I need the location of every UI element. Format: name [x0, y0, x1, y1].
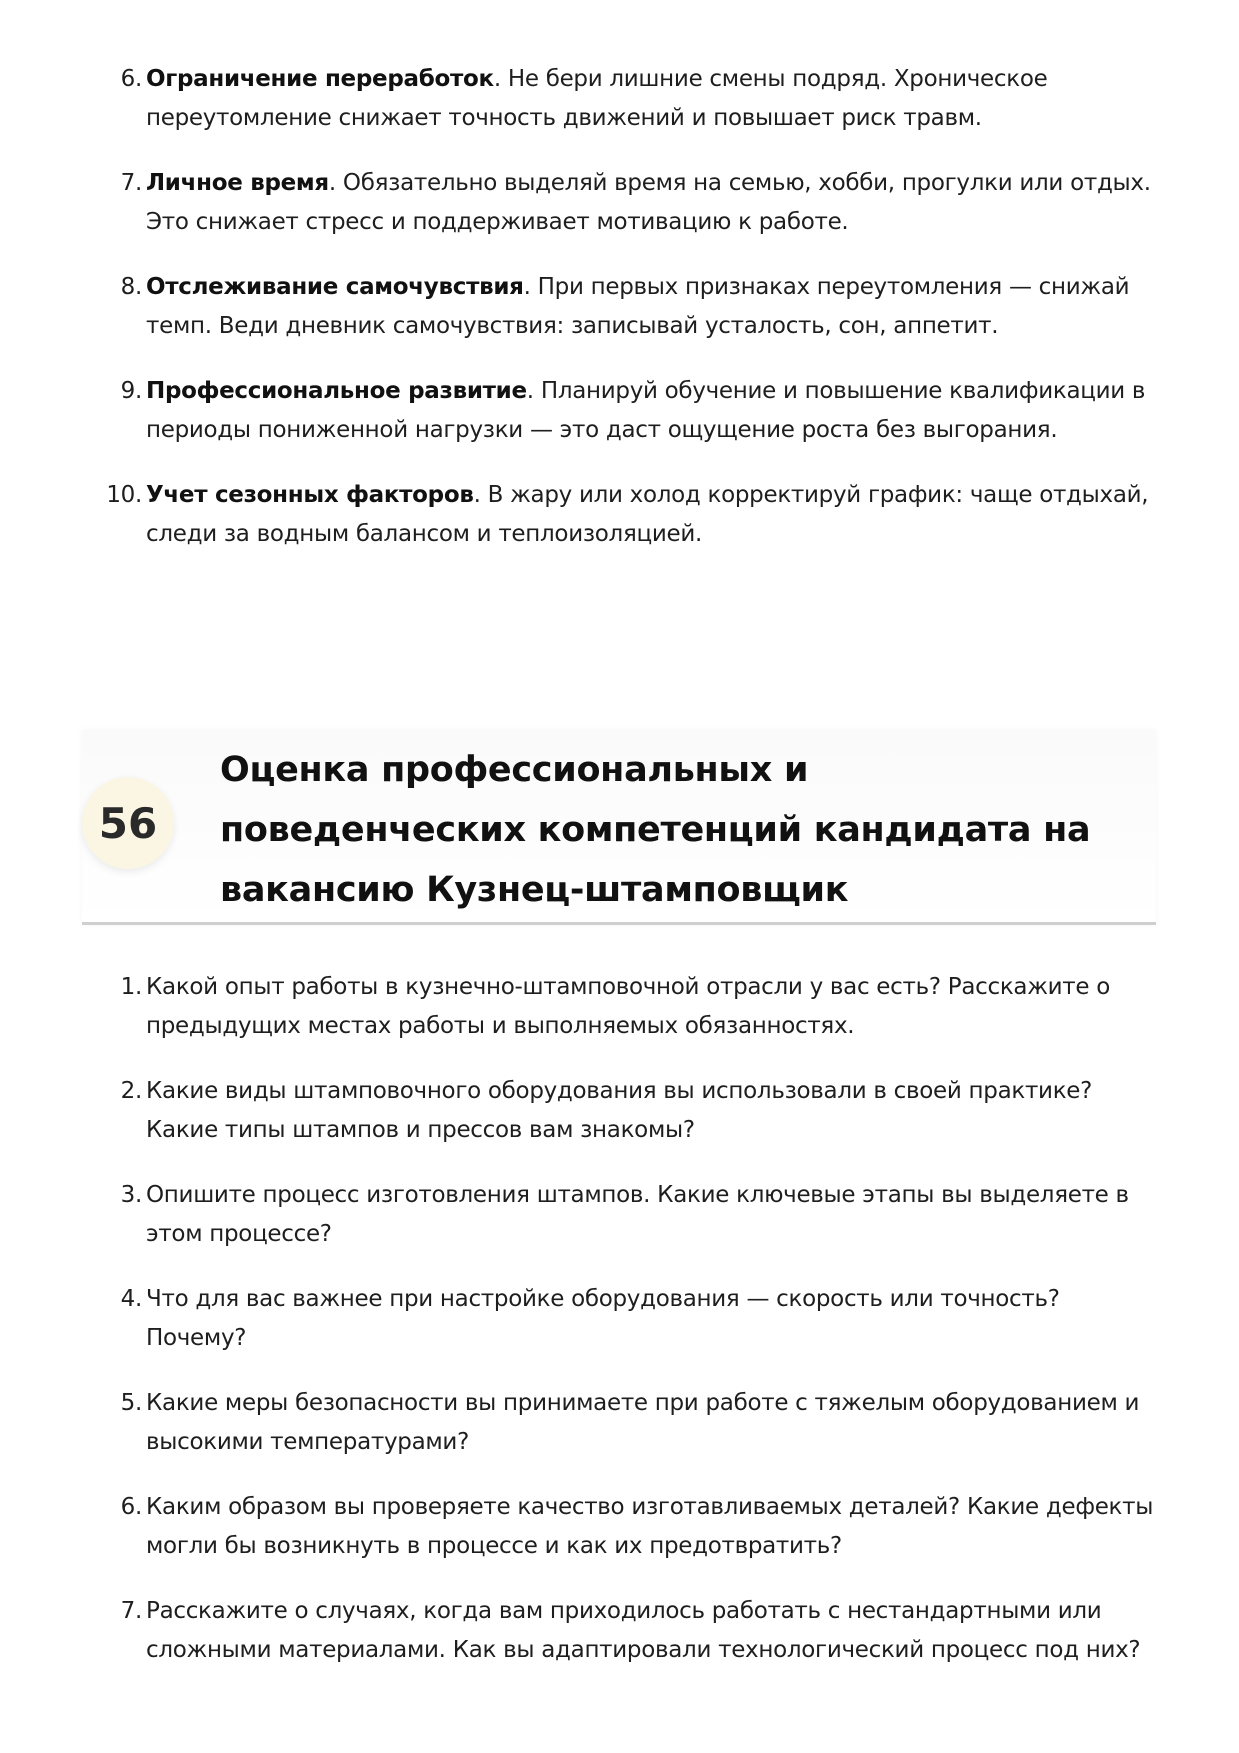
tips-list — [106, 60, 1166, 580]
list-item-title: Отслеживание самочувствия — [146, 274, 524, 300]
list-item — [106, 372, 1166, 450]
question-text: Опишите процесс изготовления штампов. Какие ключевые этапы вы выделяете в этом процессе? — [146, 1182, 1129, 1247]
section-title: Оценка профессиональных и поведенческих компетенций кандидата на вакансию Кузнец-штамповщик — [220, 750, 1091, 910]
question-item — [106, 1488, 1166, 1566]
question-item — [106, 1384, 1166, 1462]
list-item-title: Профессиональное развитие — [146, 378, 527, 404]
question-item — [106, 1280, 1166, 1358]
list-item-title: Учет сезонных факторов — [146, 482, 474, 508]
list-item-title: Личное время — [146, 170, 329, 196]
question-number: 2. — [120, 1078, 142, 1104]
question-number: 7. — [120, 1598, 142, 1624]
question-number: 4. — [120, 1286, 142, 1312]
questions-list — [106, 968, 1166, 1696]
list-item-number: 10. — [106, 482, 142, 508]
section-number-badge: 56 — [82, 777, 174, 869]
list-item-text: . Планируй обучение и повышение квалификации в периоды пониженной нагрузки — это даст ощущение роста без выгорания. — [146, 378, 1146, 443]
question-text: Какие меры безопасности вы принимаете при работе с тяжелым оборудованием и высокими температурами? — [146, 1390, 1140, 1455]
question-item — [106, 1176, 1166, 1254]
question-number: 6. — [120, 1494, 142, 1520]
list-item-number: 7. — [120, 170, 142, 196]
list-item-number: 9. — [120, 378, 142, 404]
list-item — [106, 476, 1166, 554]
question-text: Что для вас важнее при настройке оборудования — скорость или точность? Почему? — [146, 1286, 1060, 1351]
question-text: Расскажите о случаях, когда вам приходилось работать с нестандартными или сложными материалами. Как вы адаптировали технологический процесс под них? — [146, 1598, 1141, 1663]
question-number: 5. — [120, 1390, 142, 1416]
list-item-text: . Не бери лишние смены подряд. Хроническое переутомление снижает точность движений и повышает риск травм. — [146, 66, 1048, 131]
question-text: Какой опыт работы в кузнечно-штамповочной отрасли у вас есть? Расскажите о предыдущих местах работы и выполняемых обязанностях. — [146, 974, 1111, 1039]
list-item — [106, 268, 1166, 346]
question-text: Каким образом вы проверяете качество изготавливаемых деталей? Какие дефекты могли бы возникнуть в процессе и как их предотвратить? — [146, 1494, 1154, 1559]
list-item-text: . Обязательно выделяй время на семью, хобби, прогулки или отдых. Это снижает стресс и поддерживает мотивацию к работе. — [146, 170, 1151, 235]
question-item — [106, 1072, 1166, 1150]
question-item — [106, 968, 1166, 1046]
question-text: Какие виды штамповочного оборудования вы использовали в своей практике? Какие типы штампов и прессов вам знакомы? — [146, 1078, 1093, 1143]
list-item-number: 6. — [120, 66, 142, 92]
question-item — [106, 1592, 1166, 1670]
section-header — [82, 730, 1156, 925]
list-item-number: 8. — [120, 274, 142, 300]
list-item — [106, 164, 1166, 242]
list-item — [106, 60, 1166, 138]
list-item-text: . В жару или холод корректируй график: чаще отдыхай, следи за водным балансом и теплоизоляцией. — [146, 482, 1149, 547]
list-item-text: . При первых признаках переутомления — снижай темп. Веди дневник самочувствия: записывай усталость, сон, аппетит. — [146, 274, 1130, 339]
question-number: 1. — [120, 974, 142, 1000]
list-item-title: Ограничение переработок — [146, 66, 494, 92]
question-number: 3. — [120, 1182, 142, 1208]
